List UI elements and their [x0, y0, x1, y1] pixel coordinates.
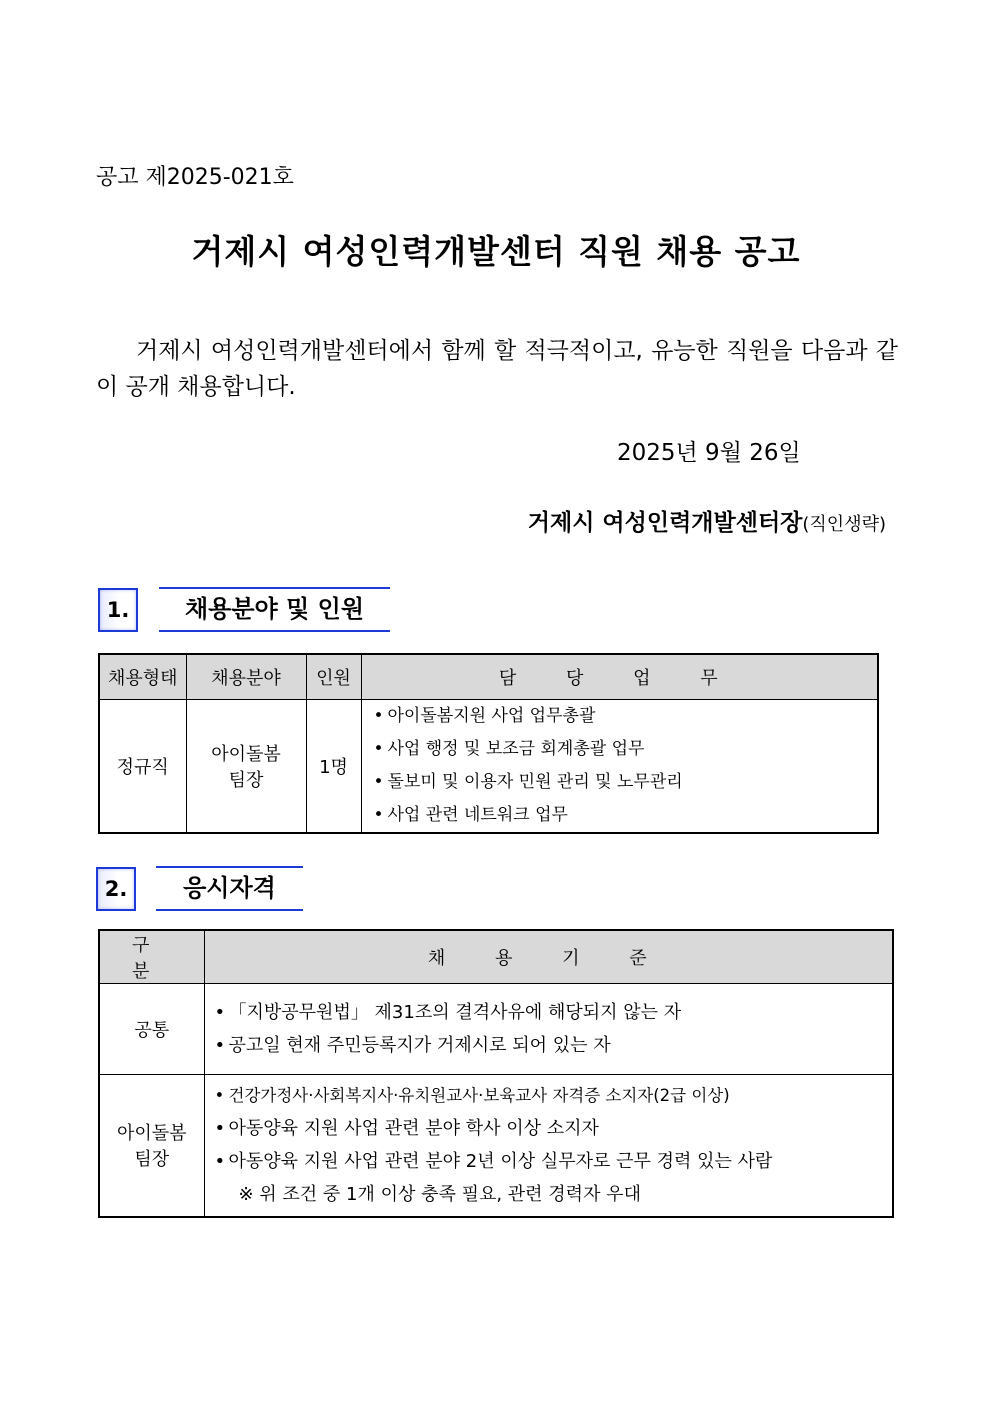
- bullet-icon: [215, 1079, 229, 1112]
- seal-note: (직인생략): [802, 514, 886, 535]
- header-criteria: 채 용 기 준: [204, 930, 893, 984]
- list-item: •「지방공무원법」 제31조의 결격사유에 해당되지 않는 자: [215, 996, 885, 1029]
- section2-number: 2.: [96, 867, 136, 911]
- list-item: •돌보미 및 이용자 민원 관리 및 노무관리: [374, 766, 870, 799]
- section1-number: 1.: [98, 588, 138, 632]
- field-cell: [186, 700, 306, 834]
- list-item: •사업 관련 네트워크 업무: [374, 799, 870, 832]
- table-header-row: [99, 654, 878, 700]
- field-line: 팀장: [228, 770, 264, 791]
- bullet-icon: [374, 799, 388, 832]
- list-item: •건강가정사·사회복지사·유치원교사·보육교사 자격증 소지자(2급 이상): [215, 1079, 885, 1112]
- bullet-icon: [215, 1112, 229, 1145]
- signer: [528, 504, 886, 537]
- category-cell-common: 공통: [99, 984, 204, 1075]
- list-item: •공고일 현재 주민등록지가 거제시로 되어 있는 자: [215, 1029, 885, 1062]
- list-item: •사업 행정 및 보조금 회계총괄 업무: [374, 733, 870, 766]
- notice-number: 공고 제2025-021호: [96, 165, 294, 190]
- qualifications-table: [98, 929, 894, 1218]
- positions-table: [98, 653, 879, 834]
- table-row: [99, 984, 893, 1075]
- table-row: [99, 700, 878, 834]
- announcement-date: 2025년 9월 26일: [617, 440, 801, 466]
- criteria-cell-common: [204, 984, 893, 1075]
- list-item: •아이돌봄지원 사업 업무총괄: [374, 700, 870, 733]
- bullet-icon: [215, 1029, 229, 1062]
- criteria-cell-childcare: [204, 1075, 893, 1217]
- duties-cell: [361, 700, 878, 834]
- employment-type-cell: 정규직: [99, 700, 186, 834]
- list-item: •아동양육 지원 사업 관련 분야 2년 이상 실무자로 근무 경력 있는 사람: [215, 1145, 885, 1178]
- bullet-icon: [215, 996, 229, 1029]
- document-title: 거제시 여성인력개발센터 직원 채용 공고: [191, 232, 801, 271]
- list-item: •아동양육 지원 사업 관련 분야 학사 이상 소지자: [215, 1112, 885, 1145]
- category-line: 아이돌봄: [116, 1123, 187, 1145]
- header-duties: 담 당 업 무: [361, 654, 878, 700]
- bullet-icon: [374, 766, 388, 799]
- category-cell-childcare: [99, 1075, 204, 1217]
- header-field: 채용분야: [186, 654, 306, 700]
- signer-name: 거제시 여성인력개발센터장: [527, 510, 803, 536]
- bullet-icon: [374, 700, 388, 733]
- header-headcount: 인원: [306, 654, 361, 700]
- bullet-icon: [215, 1145, 229, 1178]
- table-row: [99, 1075, 893, 1217]
- section2-title: 응시자격: [156, 866, 303, 911]
- header-category: 구 분: [99, 930, 204, 984]
- section1-title: 채용분야 및 인원: [159, 587, 390, 632]
- headcount-cell: 1명: [306, 700, 361, 834]
- table-header-row: [99, 930, 893, 984]
- category-line: 팀장: [134, 1149, 170, 1171]
- preference-note: ※ 위 조건 중 1개 이상 충족 필요, 관련 경력자 우대: [238, 1184, 641, 1206]
- bullet-icon: [374, 733, 388, 766]
- intro-paragraph: 거제시 여성인력개발센터에서 함께 할 적극적이고, 유능한 직원을 다음과 같이 공개 채용합니다.: [96, 338, 898, 400]
- header-employment-type: 채용형태: [99, 654, 186, 700]
- field-line: 아이돌봄: [211, 744, 281, 765]
